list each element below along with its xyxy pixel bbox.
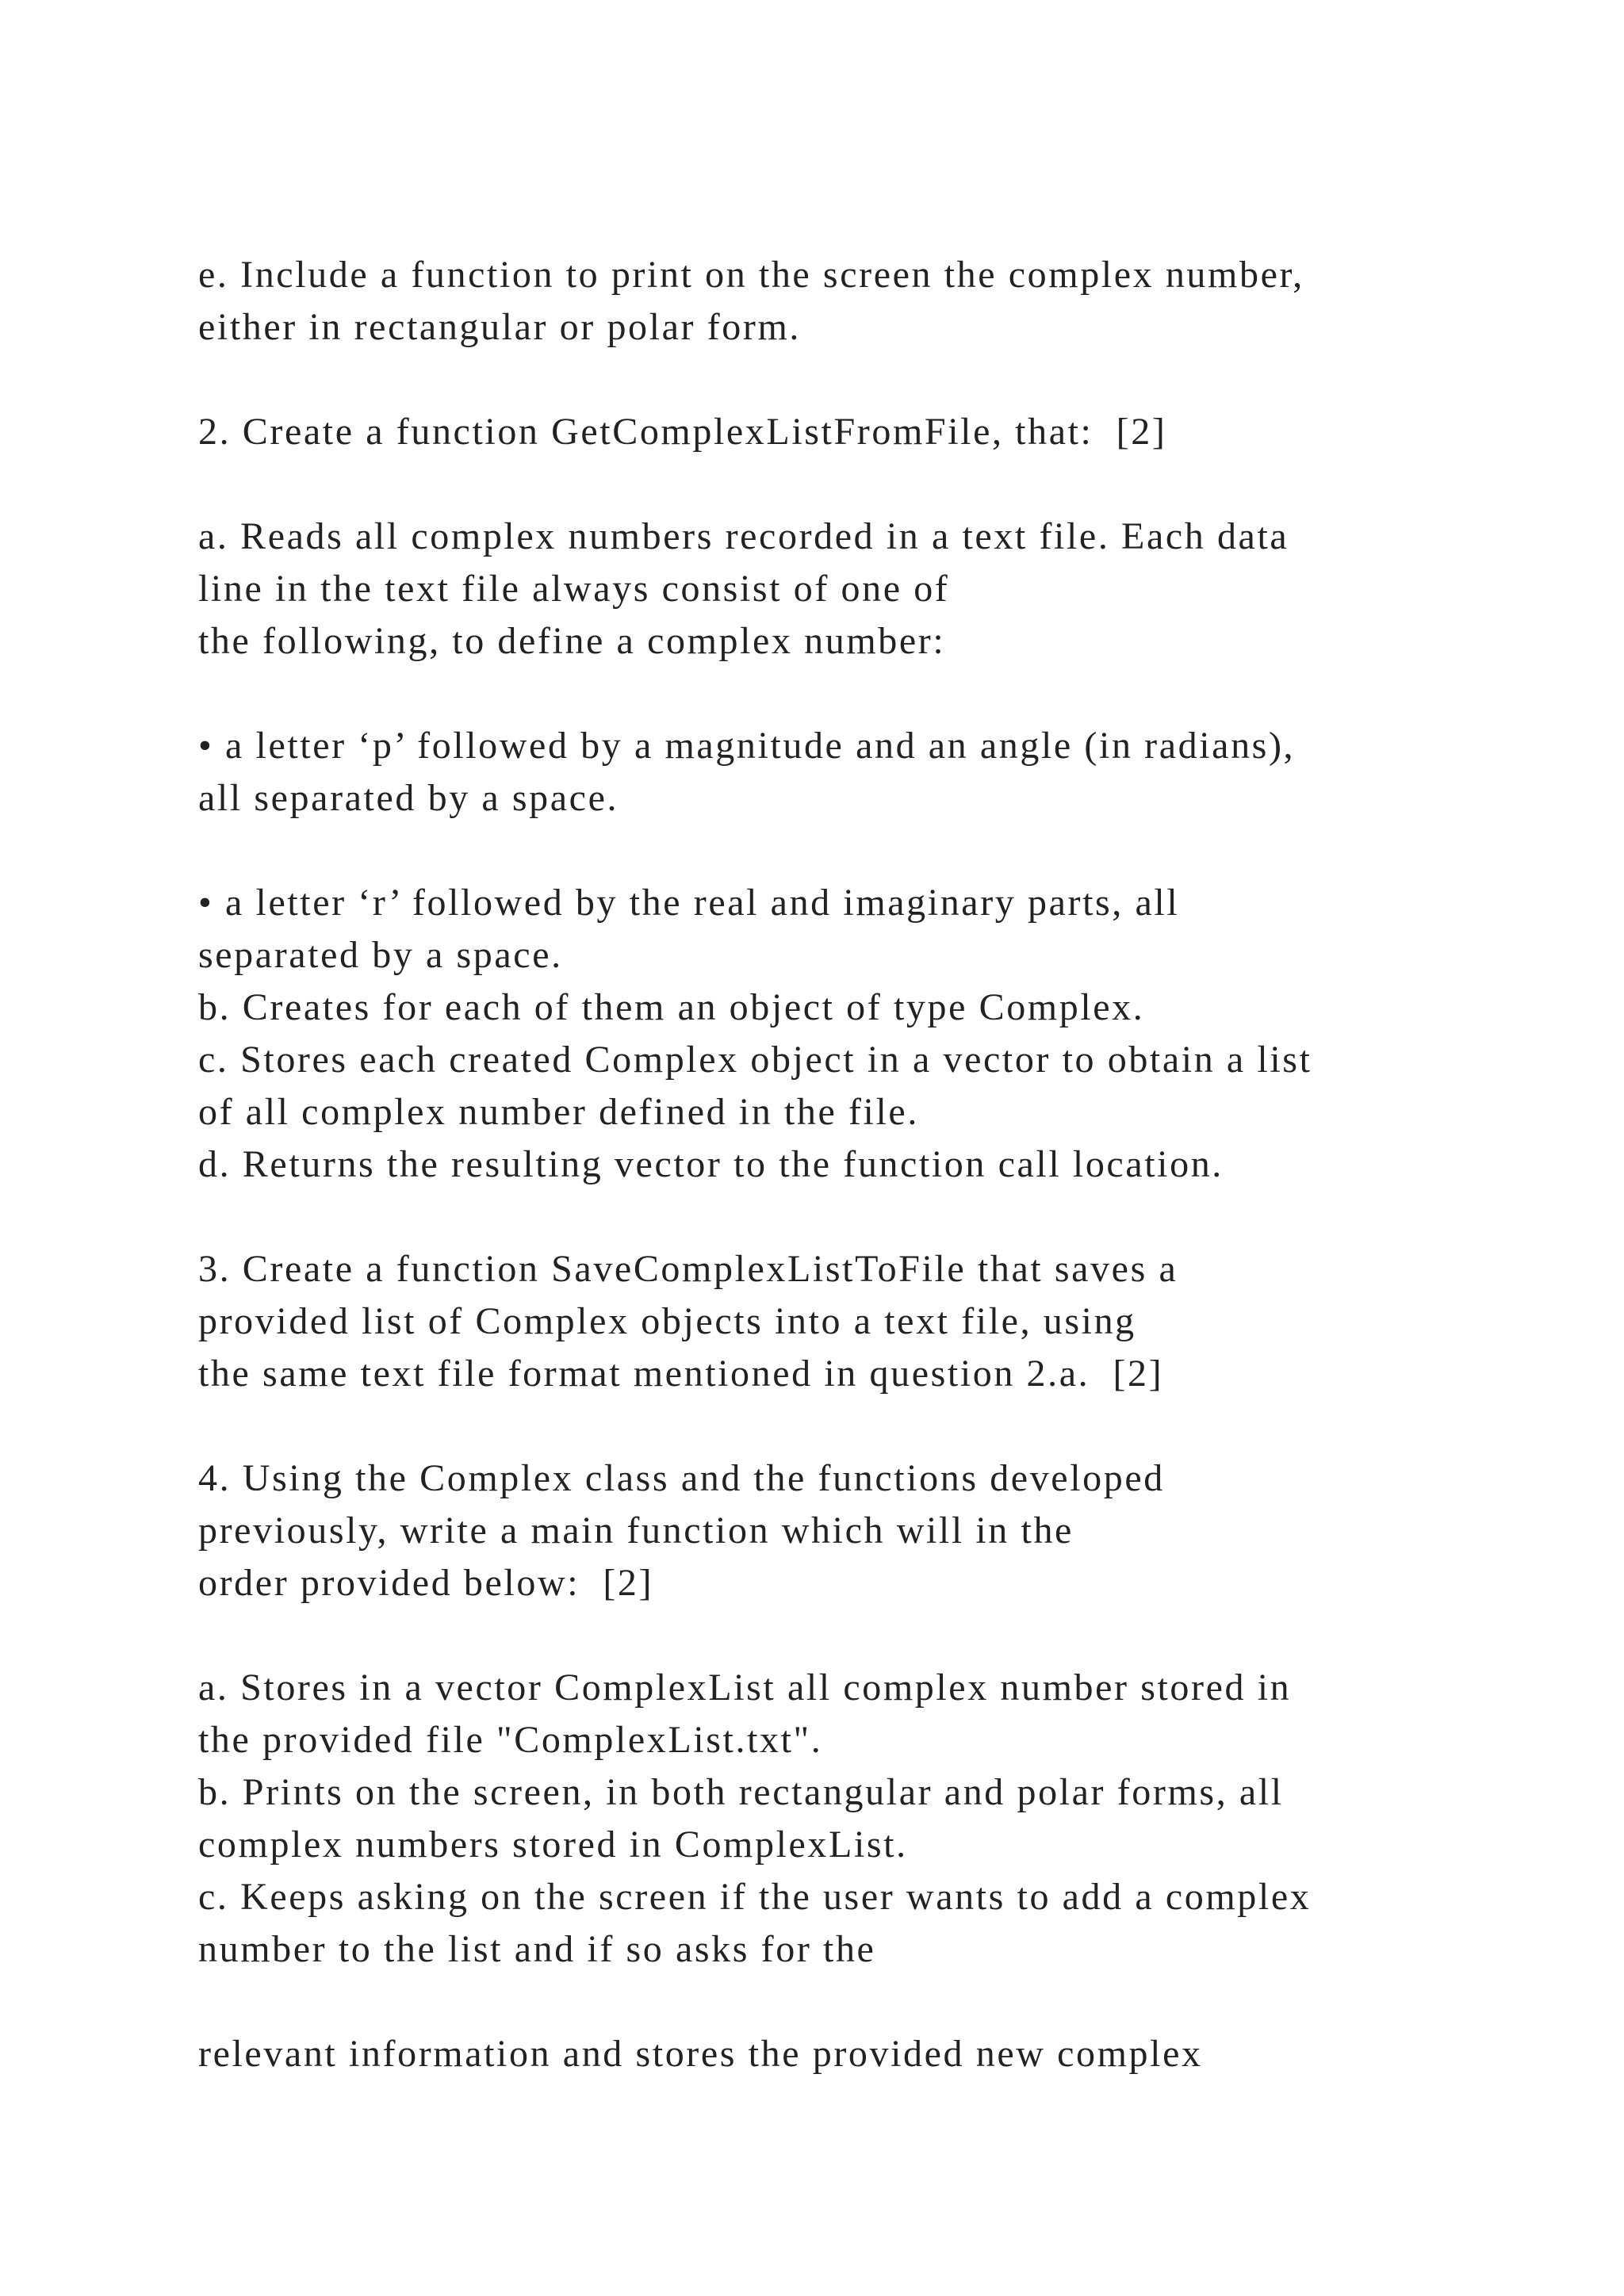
text-line: relevant information and stores the provided new complex (198, 2033, 1203, 2075)
text-line: the same text file format mentioned in question 2.a. [2] (198, 1353, 1164, 1395)
text-line: number to the list and if so asks for the (198, 1928, 876, 1970)
text-line: c. Stores each created Complex object in a vector to obtain a list (198, 1039, 1312, 1081)
text-line: a. Reads all complex numbers recorded in a text file. Each data (198, 515, 1289, 557)
blank-line (198, 458, 1530, 511)
text-line: either in rectangular or polar form. (198, 306, 801, 348)
text-line: previously, write a main function which will in the (198, 1510, 1074, 1552)
blank-line (198, 1609, 1530, 1662)
text-line: the provided file "ComplexList.txt". (198, 1719, 823, 1761)
text-line: b. Prints on the screen, in both rectangular and polar forms, all (198, 1771, 1284, 1813)
text-line: 3. Create a function SaveComplexListToFile that saves a (198, 1248, 1178, 1290)
blank-line (198, 1191, 1530, 1243)
blank-line (198, 668, 1530, 720)
text-line: 2. Create a function GetComplexListFromFile, that: [2] (198, 411, 1167, 453)
text-line: a. Stores in a vector ComplexList all complex number stored in (198, 1667, 1292, 1709)
document-text (198, 249, 1530, 2080)
text-line: complex numbers stored in ComplexList. (198, 1823, 908, 1866)
text-line: separated by a space. (198, 934, 563, 976)
text-line: order provided below: [2] (198, 1562, 654, 1604)
blank-line (198, 354, 1530, 406)
text-line: • a letter ‘r’ followed by the real and imaginary parts, all (198, 882, 1180, 924)
text-line: • a letter ‘p’ followed by a magnitude and an angle (in radians), (198, 725, 1296, 767)
blank-line (198, 825, 1530, 877)
text-line: line in the text file always consist of one of (198, 568, 950, 610)
blank-line (198, 1976, 1530, 2028)
text-line: provided list of Complex objects into a text file, using (198, 1300, 1136, 1342)
text-line: c. Keeps asking on the screen if the user wants to add a complex (198, 1876, 1312, 1918)
blank-line (198, 1400, 1530, 1452)
text-line: 4. Using the Complex class and the functions developed (198, 1457, 1165, 1499)
text-line: e. Include a function to print on the screen the complex number, (198, 254, 1304, 296)
text-line: the following, to define a complex number: (198, 620, 946, 662)
text-line: of all complex number defined in the file. (198, 1091, 919, 1133)
text-line: d. Returns the resulting vector to the function call location. (198, 1143, 1224, 1185)
text-line: all separated by a space. (198, 777, 619, 819)
text-line: b. Creates for each of them an object of type Complex. (198, 986, 1145, 1028)
